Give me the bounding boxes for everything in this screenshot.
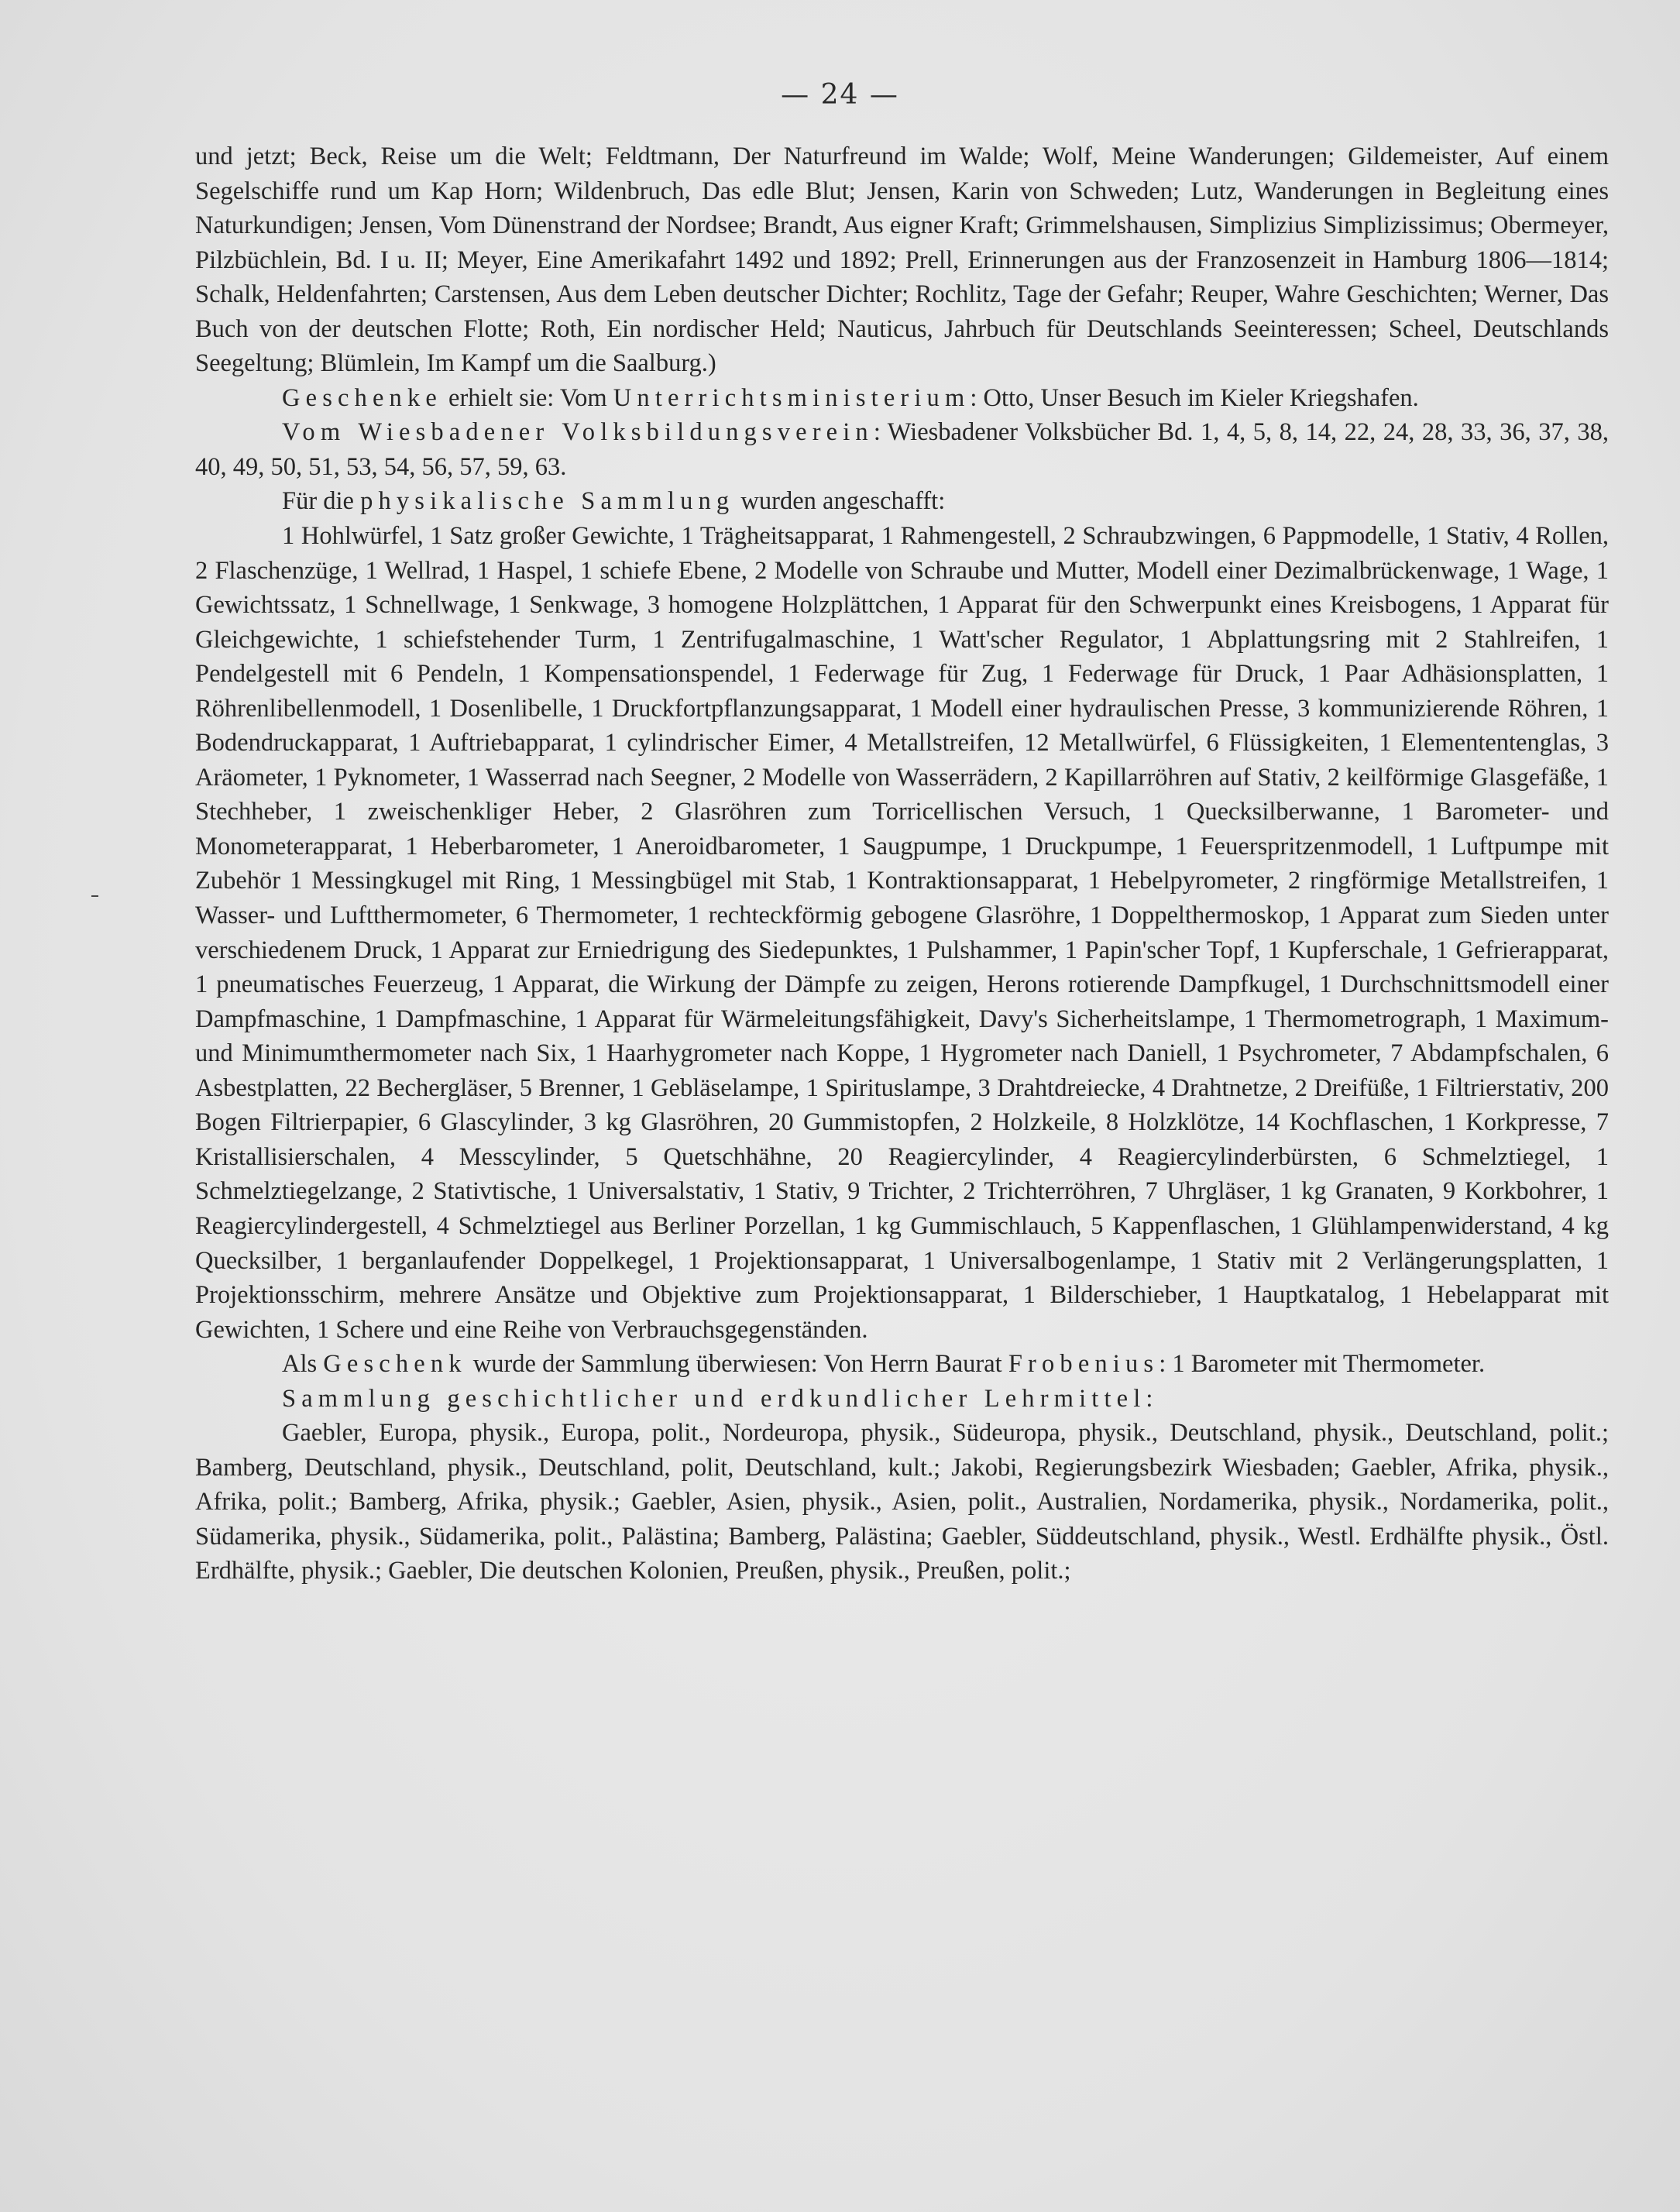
paragraph-maps-list: Gaebler, Europa, physik., Europa, polit., Nordeuropa, physik., Südeuropa, physik., Deutschland, physik., Deutschland, polit.; Bamberg, Deutschland, physik., Deutschland, polit, Deutschland, kult.; Jakobi, Regierungsbezirk Wiesbaden; Gaebler, Afrika, physik., Afrika, polit.; Bamberg, Afrika, physik.; Gaebler, Asien, physik., Asien, polit., Australien, Nordamerika, physik., Nordamerika, polit., Südamerika, physik., Südamerika, polit., Palästina; Bamberg, Palästina; Gaebler, Süddeutschland, physik., Westl. Erdhälfte physik., Östl. Erdhälfte, physik.; Gaebler, Die deutschen Kolonien, Preußen, physik., Preußen, polit.; [195,1419,1609,1585]
paragraph-history-geo-heading [195,1382,1609,1417]
text-run: Als [282,1350,324,1379]
spaced-term: Frobenius [1008,1350,1160,1379]
paragraph-physics-heading [195,484,1609,519]
text-run: : [1146,1384,1153,1413]
text-run: wurde der Sammlung überwiesen: Von Herrn Baurat [466,1350,1008,1379]
paragraph-gift-frobenius [195,1347,1609,1382]
spaced-term: Unterrichtsministerium [613,383,971,412]
text-run: : 1 Barometer mit Thermometer. [1159,1350,1486,1379]
spaced-term: Geschenke [282,383,442,412]
body-text [195,139,1609,1589]
spaced-term: Geschenk [323,1350,467,1379]
page-number: — 24 — [781,79,899,111]
paragraph-physics-list: 1 Hohlwürfel, 1 Satz großer Gewichte, 1 Trägheitsapparat, 1 Rahmengestell, 2 Schraubzwingen, 6 Pappmodelle, 1 Stativ, 4 Rollen, 2 Flaschenzüge, 1 Wellrad, 1 Haspel, 1 schiefe Ebene, 2 Modelle von Schraube und Mutter, Modell einer Dezimalbrückenwage, 1 Wage, 1 Gewichtssatz, 1 Schnellwage, 1 Senkwage, 3 homogene Holzplättchen, 1 Apparat für den Schwerpunkt eines Kreisbogens, 1 Apparat für Gleichgewichte, 1 schiefstehender Turm, 1 Zentrifugalmaschine, 1 Watt'scher Regulator, 1 Abplattungsring mit 2 Stahlreifen, 1 Pendelgestell mit 6 Pendeln, 1 Kompensationspendel, 1 Federwage für Zug, 1 Federwage für Druck, 1 Paar Adhäsionsplatten, 1 Röhrenlibellenmodell, 1 Dosenlibelle, 1 Druckfortpflanzungsapparat, 1 Modell einer hydraulischen Presse, 3 kommunizierende Röhren, 1 Bodendruckapparat, 1 Auftriebapparat, 1 cylindrischer Eimer, 4 Metallstreifen, 12 Metallwürfel, 6 Flüssigkeiten, 1 Elemententenglas, 3 Aräometer, 1 Pyknometer, 1 Wasserrad nach Seegner, 2 Modelle von Wasserrädern, 2 Kapillarröhren auf Stativ, 2 keilförmige Glasgefäße, 1 Stechheber, 1 zweischenkliger Heber, 2 Glasröhren zum Torricellischen Versuch, 1 Quecksilberwanne, 1 Barometer- und Monometerapparat, 1 Heberbarometer, 1 Aneroidbarometer, 1 Saugpumpe, 1 Druckpumpe, 1 Feuerspritzenmodell, 1 Luftpumpe mit Zubehör 1 Messingkugel mit Ring, 1 Messingbügel mit Stab, 1 Kontraktionsapparat, 1 Hebelpyrometer, 2 ringförmige Metallstreifen, 1 Wasser- und Luftthermometer, 6 Thermometer, 1 rechteckförmig gebogene Glasröhre, 1 Doppelthermoskop, 1 Apparat zum Sieden unter verschiedenem Druck, 1 Apparat zur Erniedrigung des Siedepunktes, 1 Pulshammer, 1 Papin'scher Topf, 1 Kupferschale, 1 Gefrierapparat, 1 pneumatisches Feuerzeug, 1 Apparat, die Wirkung der Dämpfe zu zeigen, Herons rotierende Dampfkugel, 1 Durchschnittsmodell einer Dampfmaschine, 1 Dampfmaschine, 1 Apparat für Wärmeleitungsfähigkeit, Davy's Sicherheitslampe, 1 Thermometrograph, 1 Maximum- und Minimumthermometer nach Six, 1 Haarhygrometer nach Koppe, 1 Hygrometer nach Daniell, 1 Psychrometer, 7 Abdampfschalen, 6 Asbestplatten, 22 Bechergläser, 5 Brenner, 1 Gebläselampe, 1 Spirituslampe, 3 Drahtdreiecke, 4 Drahtnetze, 2 Dreifüße, 1 Filtrierstativ, 200 Bogen Filtrierpapier, 6 Glascylinder, 3 kg Glasröhren, 20 Gummistopfen, 2 Holzkeile, 8 Holzklötze, 14 Kochflaschen, 1 Korkpresse, 7 Kristallisierschalen, 4 Messcylinder, 5 Quetschhähne, 20 Reagiercylinder, 4 Reagiercylinderbürsten, 6 Schmelztiegel, 1 Schmelztiegelzange, 2 Stativtische, 1 Universalstativ, 1 Stativ, 9 Trichter, 2 Trichterröhren, 7 Uhrgläser, 1 kg Granaten, 9 Korkbohrer, 1 Reagiercylindergestell, 4 Schmelztiegel aus Berliner Porzellan, 1 kg Gummischlauch, 5 Kappenflaschen, 1 Glühlampenwiderstand, 4 kg Quecksilber, 1 berganlaufender Doppelkegel, 1 Projektionsapparat, 1 Universalbogenlampe, 1 Stativ mit 2 Verlängerungsplatten, 1 Projektionsschirm, mehrere Ansätze und Objektive zum Projektionsapparat, 1 Bilderschieber, 1 Hauptkatalog, 1 Hebelapparat mit Gewichten, 1 Schere und eine Reihe von Verbrauchsgegenständen. [195,522,1609,1344]
spaced-term: Sammlung geschichtlicher und erdkundlicher Lehrmittel [282,1384,1146,1413]
spaced-term: Vom Wiesbadener Volksbildungsverein [282,418,874,447]
text-run: : Wiesbadener Volksbücher Bd. 1, 4, 5, 8, 14, 22, 24, 28, 33, 36, 37, 38, 40, 49, 50, 51, 53, 54, 56, 57, 59, 63. [195,418,1609,481]
margin-mark [91,895,98,897]
text-run: wurden angeschafft: [734,487,946,516]
spaced-term: physikalische Sammlung [360,487,735,516]
text-run: Für die [282,487,361,516]
text-run: : Otto, Unser Besuch im Kieler Kriegshafen. [970,383,1419,412]
paragraph-volksbildungsverein [195,415,1609,484]
paragraph-book-list: und jetzt; Beck, Reise um die Welt; Feldtmann, Der Naturfreund im Walde; Wolf, Meine Wanderungen; Gildemeister, Auf einem Segelschiffe rund um Kap Horn; Wildenbruch, Das edle Blut; Jensen, Karin von Schweden; Lutz, Wanderungen in Begleitung eines Naturkundigen; Jensen, Vom Dünenstrand der Nordsee; Brandt, Aus eigner Kraft; Grimmelshausen, Simplizius Simplizissimus; Obermeyer, Pilzbüchlein, Bd. I u. II; Meyer, Eine Amerikafahrt 1492 und 1892; Prell, Erinnerungen aus der Franzosenzeit in Hamburg 1806—1814; Schalk, Heldenfahrten; Carstensen, Aus dem Leben deutscher Dichter; Rochlitz, Tage der Gefahr; Reuper, Wahre Geschichten; Werner, Das Buch von der deutschen Flotte; Roth, Ein nordischer Held; Nauticus, Jahrbuch für Deutschlands Seeinteressen; Scheel, Deutschlands Seegeltung; Blümlein, Im Kampf um die Saalburg.) [195,143,1609,378]
text-run: erhielt sie: Vom [441,383,613,412]
paragraph-gifts-ministry [195,381,1609,416]
